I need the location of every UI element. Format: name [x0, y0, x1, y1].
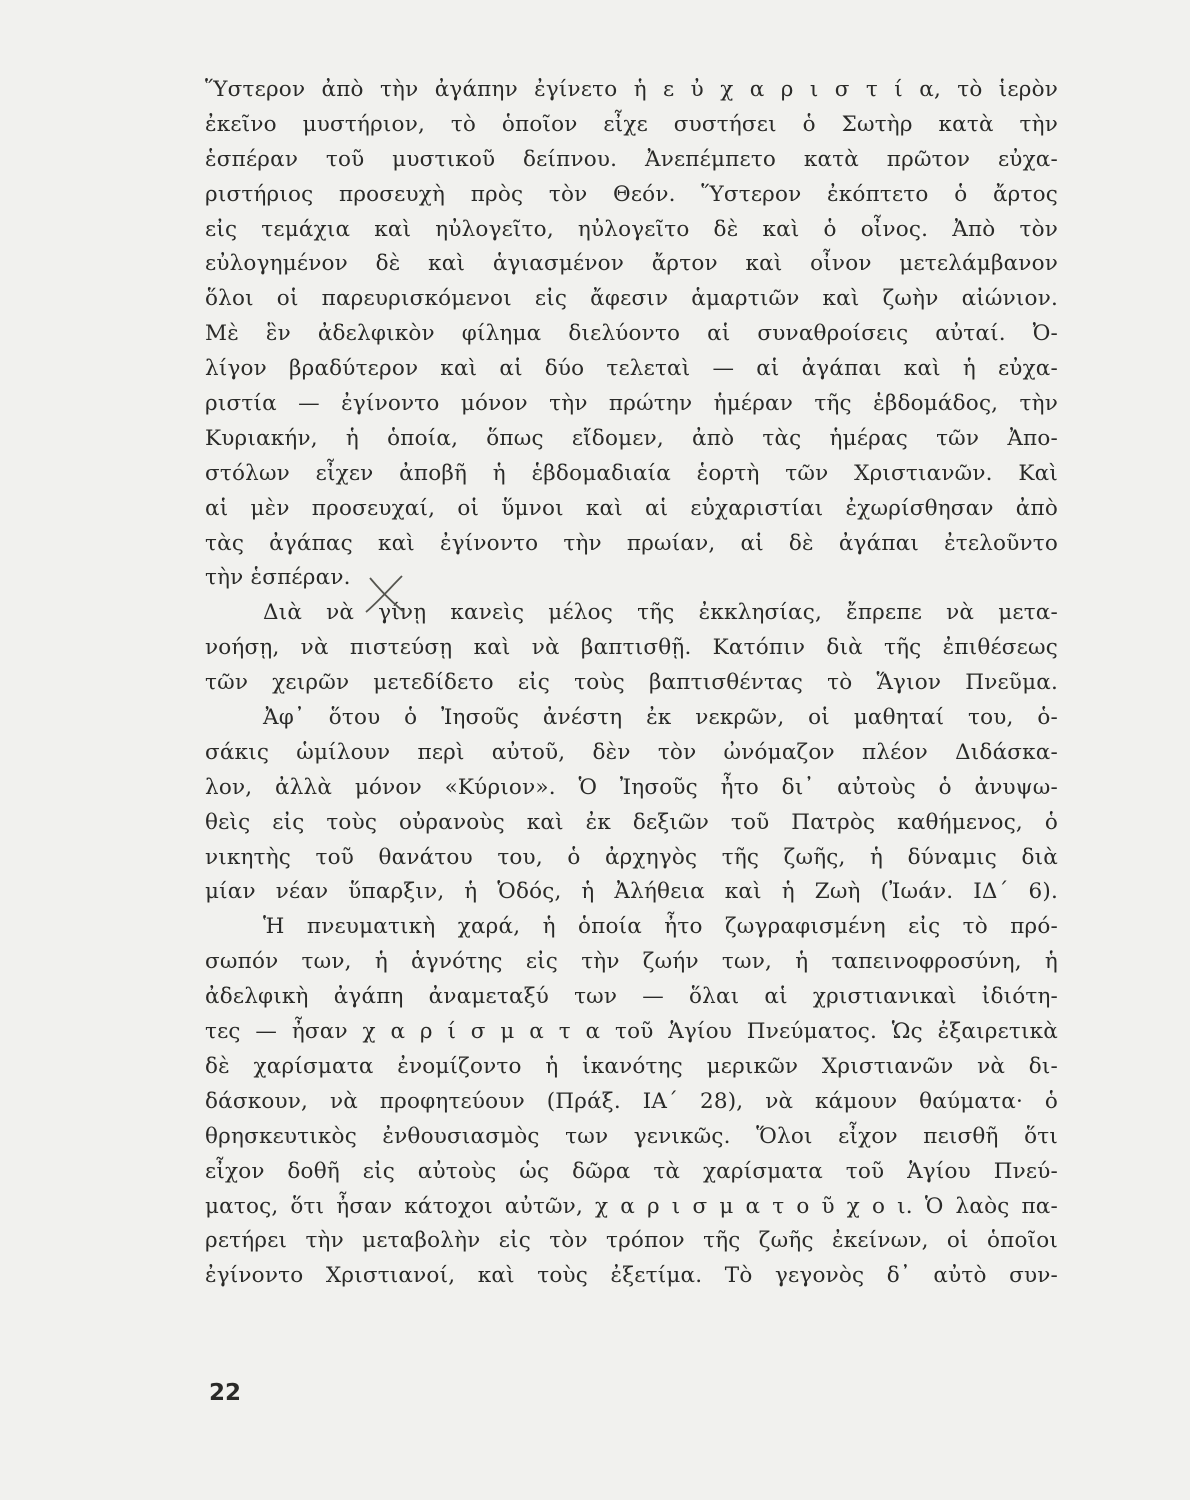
text-line: αἱ μὲν προσευχαί, οἱ ὕμνοι καὶ αἱ εὐχαριστίαι ἐχωρίσθησαν ἀπὸ: [205, 495, 1058, 521]
text-line: Μὲ ἓν ἀδελφικὸν φίλημα διελύοντο αἱ συναθροίσεις αὐταί. Ὀ-: [205, 321, 1058, 347]
text-line: ριστήριος προσευχὴ πρὸς τὸν Θεόν. Ὕστερον ἐκόπτετο ὁ ἄρτος: [205, 181, 1058, 207]
text-line: εἶχον δοθῆ εἰς αὐτοὺς ὡς δῶρα τὰ χαρίσματα τοῦ Ἁγίου Πνεύ-: [205, 1158, 1058, 1184]
page-number: 22: [209, 1380, 242, 1406]
text-line: λον, ἀλλὰ μόνον «Κύριον». Ὁ Ἰησοῦς ἦτο δι᾽ αὐτοὺς ὁ ἀνυψω-: [205, 774, 1058, 800]
text-line: Ἀφ᾽ ὅτου ὁ Ἰησοῦς ἀνέστη ἐκ νεκρῶν, οἱ μαθηταί του, ὁ-: [263, 705, 1058, 731]
text-line: θρησκευτικὸς ἐνθουσιασμὸς των γενικῶς. Ὅλοι εἶχον πεισθῆ ὅτι: [205, 1123, 1058, 1149]
text-line: σωπόν των, ἡ ἁγνότης εἰς τὴν ζωήν των, ἡ ταπεινοφροσύνη, ἡ: [205, 949, 1058, 975]
body-text: [205, 73, 1058, 1294]
text-line: ἀδελφικὴ ἀγάπη ἀναμεταξύ των — ὅλαι αἱ χριστιανικαὶ ἰδιότη-: [205, 984, 1058, 1010]
text-line: Διὰ νὰ γίνῃ κανεὶς μέλος τῆς ἐκκλησίας, ἔπρεπε νὰ μετα-: [263, 600, 1058, 626]
text-line: δὲ χαρίσματα ἐνομίζοντο ἡ ἱκανότης μερικῶν Χριστιανῶν νὰ δι-: [205, 1053, 1058, 1079]
text-line: ριστία — ἐγίνοντο μόνον τὴν πρώτην ἡμέραν τῆς ἑβδομάδος, τὴν: [205, 391, 1058, 417]
text-line: στόλων εἶχεν ἀποβῆ ἡ ἑβδομαδιαία ἑορτὴ τῶν Χριστιανῶν. Καὶ: [205, 460, 1058, 486]
text-line: ματος, ὅτι ἦσαν κάτοχοι αὐτῶν, χ α ρ ι σ μ α τ ο ῦ χ ο ι. Ὁ λαὸς πα-: [205, 1193, 1058, 1219]
text-line: ἑσπέραν τοῦ μυστικοῦ δείπνου. Ἀνεπέμπετο κατὰ πρῶτον εὐχα-: [205, 146, 1058, 172]
text-line: τῶν χειρῶν μετεδίδετο εἰς τοὺς βαπτισθέντας τὸ Ἅγιον Πνεῦμα.: [205, 670, 1058, 696]
text-line: ὅλοι οἱ παρευρισκόμενοι εἰς ἄφεσιν ἁμαρτιῶν καὶ ζωὴν αἰώνιον.: [205, 286, 1058, 312]
text-line: Ὕστερον ἀπὸ τὴν ἀγάπην ἐγίνετο ἡ ε ὐ χ α ρ ι σ τ ί α, τὸ ἱερὸν: [205, 77, 1058, 102]
text-line: εὐλογημένον δὲ καὶ ἁγιασμένον ἄρτον καὶ οἶνον μετελάμβανον: [205, 251, 1058, 277]
text-line: δάσκουν, νὰ προφητεύουν (Πράξ. ΙΑ´ 28), νὰ κάμουν θαύματα· ὁ: [205, 1088, 1058, 1114]
text-line: νικητὴς τοῦ θανάτου του, ὁ ἀρχηγὸς τῆς ζωῆς, ἡ δύναμις διὰ: [205, 844, 1058, 870]
text-line: σάκις ὡμίλουν περὶ αὐτοῦ, δὲν τὸν ὠνόμαζον πλέον Διδάσκα-: [205, 739, 1058, 765]
text-line: Κυριακήν, ἡ ὁποία, ὅπως εἴδομεν, ἀπὸ τὰς ἡμέρας τῶν Ἀπο-: [205, 425, 1058, 451]
text-line: λίγον βραδύτερον καὶ αἱ δύο τελεταὶ — αἱ ἀγάπαι καὶ ἡ εὐχα-: [205, 356, 1058, 382]
text-line: τες — ἦσαν χ α ρ ί σ μ α τ α τοῦ Ἁγίου Πνεύματος. Ὡς ἐξαιρετικὰ: [205, 1019, 1058, 1045]
text-line: μίαν νέαν ὕπαρξιν, ἡ Ὁδός, ἡ Ἀλήθεια καὶ ἡ Ζωὴ (Ἰωάν. ΙΔ´ 6).: [205, 879, 1058, 905]
text-line: τὰς ἀγάπας καὶ ἐγίνοντο τὴν πρωίαν, αἱ δὲ ἀγάπαι ἐτελοῦντο: [205, 530, 1058, 556]
text-line: ἐγίνοντο Χριστιανοί, καὶ τοὺς ἐξετίμα. Τὸ γεγονὸς δ᾽ αὐτὸ συν-: [205, 1263, 1058, 1289]
text-line: εἰς τεμάχια καὶ ηὐλογεῖτο, ηὐλογεῖτο δὲ καὶ ὁ οἶνος. Ἀπὸ τὸν: [205, 216, 1058, 242]
text-line: Ἡ πνευματικὴ χαρά, ἡ ὁποία ἦτο ζωγραφισμένη εἰς τὸ πρό-: [263, 914, 1058, 940]
text-line: τὴν ἑσπέραν.: [205, 565, 351, 591]
pencil-x-mark: [362, 572, 408, 616]
text-line: θεὶς εἰς τοὺς οὐρανοὺς καὶ ἐκ δεξιῶν τοῦ Πατρὸς καθήμενος, ὁ: [205, 809, 1058, 835]
text-line: ρετήρει τὴν μεταβολὴν εἰς τὸν τρόπον τῆς ζωῆς ἐκείνων, οἱ ὁποῖοι: [205, 1228, 1058, 1254]
text-line: νοήσῃ, νὰ πιστεύσῃ καὶ νὰ βαπτισθῇ. Κατόπιν διὰ τῆς ἐπιθέσεως: [205, 635, 1058, 661]
text-line: ἐκεῖνο μυστήριον, τὸ ὁποῖον εἶχε συστήσει ὁ Σωτὴρ κατὰ τὴν: [205, 111, 1058, 137]
